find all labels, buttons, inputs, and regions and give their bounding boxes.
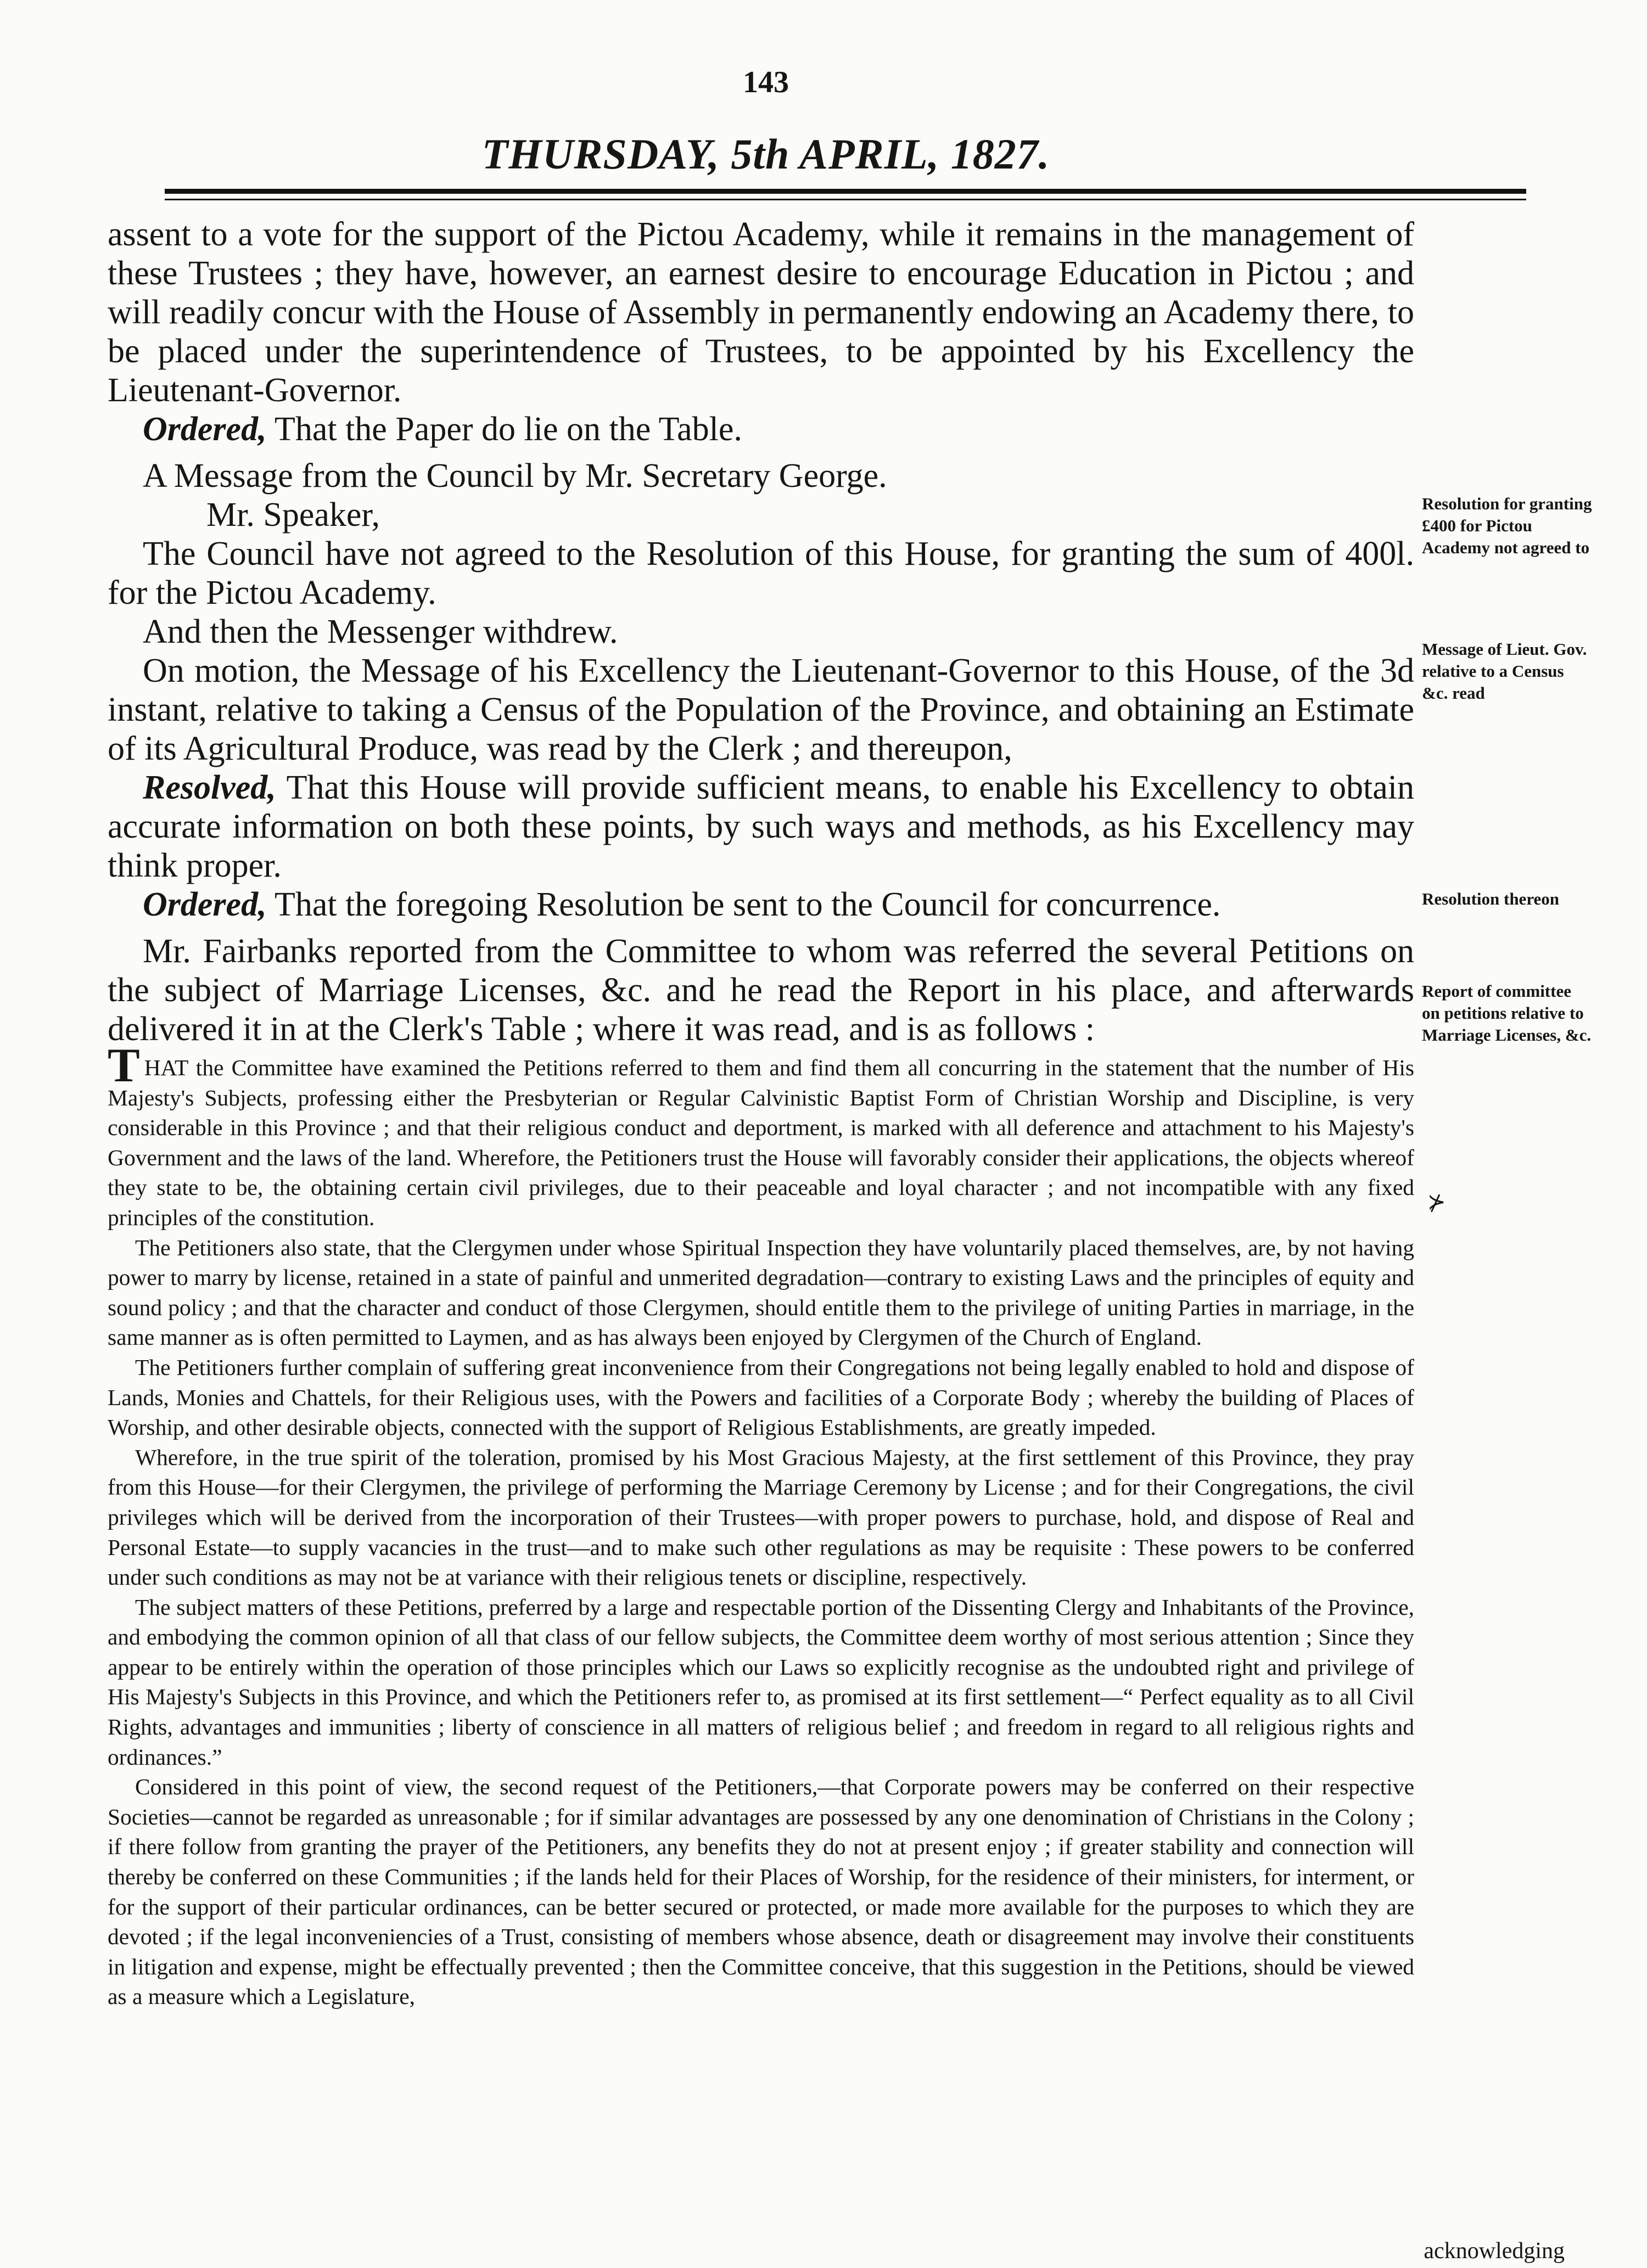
paragraph-ordered-resolution-text: That the foregoing Resolution be sent to the Council for concurrence. xyxy=(274,886,1221,923)
paragraph-ordered-paper-text: That the Paper do lie on the Table. xyxy=(274,411,742,448)
margin-note-census-message: Message of Lieut. Gov. relative to a Census &c. read xyxy=(1422,639,1587,703)
ordered-lead-2: Ordered, xyxy=(143,886,267,923)
ordered-lead: Ordered, xyxy=(143,411,267,448)
journal-body xyxy=(108,215,1414,1049)
resolved-lead: Resolved, xyxy=(143,769,276,806)
header-rule-thin xyxy=(165,199,1526,200)
paragraph-ordered-paper xyxy=(108,410,1414,449)
margin-note-resolution-not-agreed: Resolution for granting £400 for Pictou Academy not agreed to xyxy=(1422,494,1592,557)
paragraph-messenger-withdrew: And then the Messenger withdrew. xyxy=(143,613,618,650)
paragraph-resolved xyxy=(108,768,1414,885)
page-number: 143 xyxy=(743,65,789,99)
report-paragraph: The subject matters of these Petitions, preferred by a large and respectable portion of the Dissenting Clergy and Inhabitants of the Province, and embodying the common opinion of all that class of our fellow subjects, the Committee deem worthy of most serious attention ; Since they appear to be entirely within the operation of those principles which our Laws so explicitly recognise as the undoubted right and privilege of His Majesty's Subjects in this Province, and which the Petitioners refer to, as promised at its first settlement—“ Perfect equality as to all Civil Rights, advantages and immunities ; liberty of conscience in all matters of religious belief ; and freedom in regard to all religious rights and ordinances.” xyxy=(108,1594,1414,1770)
catchword: acknowledging xyxy=(1424,2238,1565,2264)
paragraph-assent: assent to a vote for the support of the Pictou Academy, while it remains in the management of these Trustees ; they have, however, an earnest desire to encourage Education in Pictou ; and will readily concur with the House of Assembly in permanently endowing an Academy there, to be placed under the superintendence of Trustees, to be appointed by his Excellency the Lieutenant-Governor. xyxy=(108,216,1414,409)
paragraph-census-message: On motion, the Message of his Excellency the Lieutenant-Governor to this House, of the 3d instant, relative to taking a Census of the Population of the Province, and obtaining an Estimate of its Agricultural Produce, was read by the Clerk ; and thereupon, xyxy=(108,652,1414,767)
paragraph-council-not-agreed: The Council have not agreed to the Resolution of this House, for granting the sum of 400l. for the Pictou Academy. xyxy=(108,535,1414,611)
paragraph-resolved-text: That this House will provide sufficient means, to enable his Excellency to obtain accurate information on both these points, by such ways and methods, as his Excellency may think proper. xyxy=(108,769,1414,884)
date-heading: THURSDAY, 5th APRIL, 1827. xyxy=(481,130,1050,178)
paragraph-mr-speaker: Mr. Speaker, xyxy=(206,496,380,534)
report-paragraph: Wherefore, in the true spirit of the toleration, promised by his Most Gracious Majesty, at the first settlement of this Province, they pray from this House—for their Clergymen, the privilege of performing the Marriage Ceremony by License ; and for their Congregations, the civil privileges which will be derived from the incorporation of their Trustees—with proper powers to purchase, hold, and dispose of Real and Personal Estate—to supply vacancies in the trust—and to make such other regulations as may be requisite : These powers to be conferred under such conditions as may not be at variance with their religious tenets or discipline, respectively. xyxy=(108,1444,1414,1590)
report-paragraph: The Petitioners also state, that the Clergymen under whose Spiritual Inspection they have voluntarily placed themselves, are, by not having power to marry by license, retained in a state of painful and unmerited degradation—contrary to existing Laws and the principles of equity and sound policy ; and that the character and conduct of those Clergymen, should entitle them to the privilege of uniting Parties in marriage, in the same manner as is often permitted to Laymen, and as has always been enjoyed by Clergymen of the Church of England. xyxy=(108,1234,1414,1350)
paragraph-fairbanks-report: Mr. Fairbanks reported from the Committee to whom was referred the several Petitions on the subject of Marriage Licenses, &c. and he read the Report in his place, and afterwards delivered it in at the Clerk's Table ; where it was read, and is as follows : xyxy=(108,933,1414,1048)
paragraph-council-message: A Message from the Council by Mr. Secretary George. xyxy=(143,457,887,495)
margin-note-report-marriage-licenses: Report of committee on petitions relative to Marriage Licenses, &c. xyxy=(1422,981,1592,1045)
paragraph-ordered-resolution xyxy=(108,885,1414,924)
report-paragraph xyxy=(108,1039,1414,1233)
margin-note-resolution-thereon: Resolution thereon xyxy=(1422,889,1560,908)
stray-mark: ⊁ xyxy=(1427,1189,1446,1214)
report-paragraph: Considered in this point of view, the second request of the Petitioners,—that Corporate powers may be conferred on their respective Societies—cannot be regarded as unreasonable ; for if similar advantages are possessed by any one denomination of Christians in the Colony ; if there follow from granting the prayer of the Petitioners, any benefits they do not at present enjoy ; if greater stability and connection will thereby be conferred on these Communities ; if the lands held for their Places of Worship, for the residence of their ministers, for interment, or for the support of their particular ordinances, can be better secured or protected, or made more available for the purposes to which they are devoted ; if the legal inconveniencies of a Trust, consisting of members whose absence, death or disagreement may involve their constituents in litigation and expense, might be effectually prevented ; then the Committee conceive, that this suggestion in the Petitions, should be viewed as a measure which a Legislature, xyxy=(108,1774,1414,2009)
drop-cap: T xyxy=(108,1039,140,1092)
report-paragraph: The Petitioners further complain of suffering great inconvenience from their Congregations not being legally enabled to hold and dispose of Lands, Monies and Chattels, for their Religious uses, with the Powers and facilities of a Corporate Body ; whereby the building of Places of Worship, and other desirable objects, connected with the support of Religious Establishments, are greatly impeded. xyxy=(108,1354,1414,1440)
committee-report xyxy=(108,1039,1414,2012)
header-rule-thick xyxy=(165,189,1526,194)
report-paragraph-text: HAT the Committee have examined the Petitions referred to them and find them all concurring in the statement that the number of His Majesty's Subjects, professing either the Presbyterian or Regular Calvinistic Baptist Form of Christian Worship and Discipline, is very considerable in this Province ; and that their religious conduct and deportment, is marked with all deference and attachment to his Majesty's Government and the laws of the land. Wherefore, the Petitioners trust the House will favorably consider their applications, the objects whereof they state to be, the obtaining certain civil privileges, due to their peaceable and loyal character ; and not incompatible with any fixed principles of the constitution. xyxy=(108,1055,1414,1230)
